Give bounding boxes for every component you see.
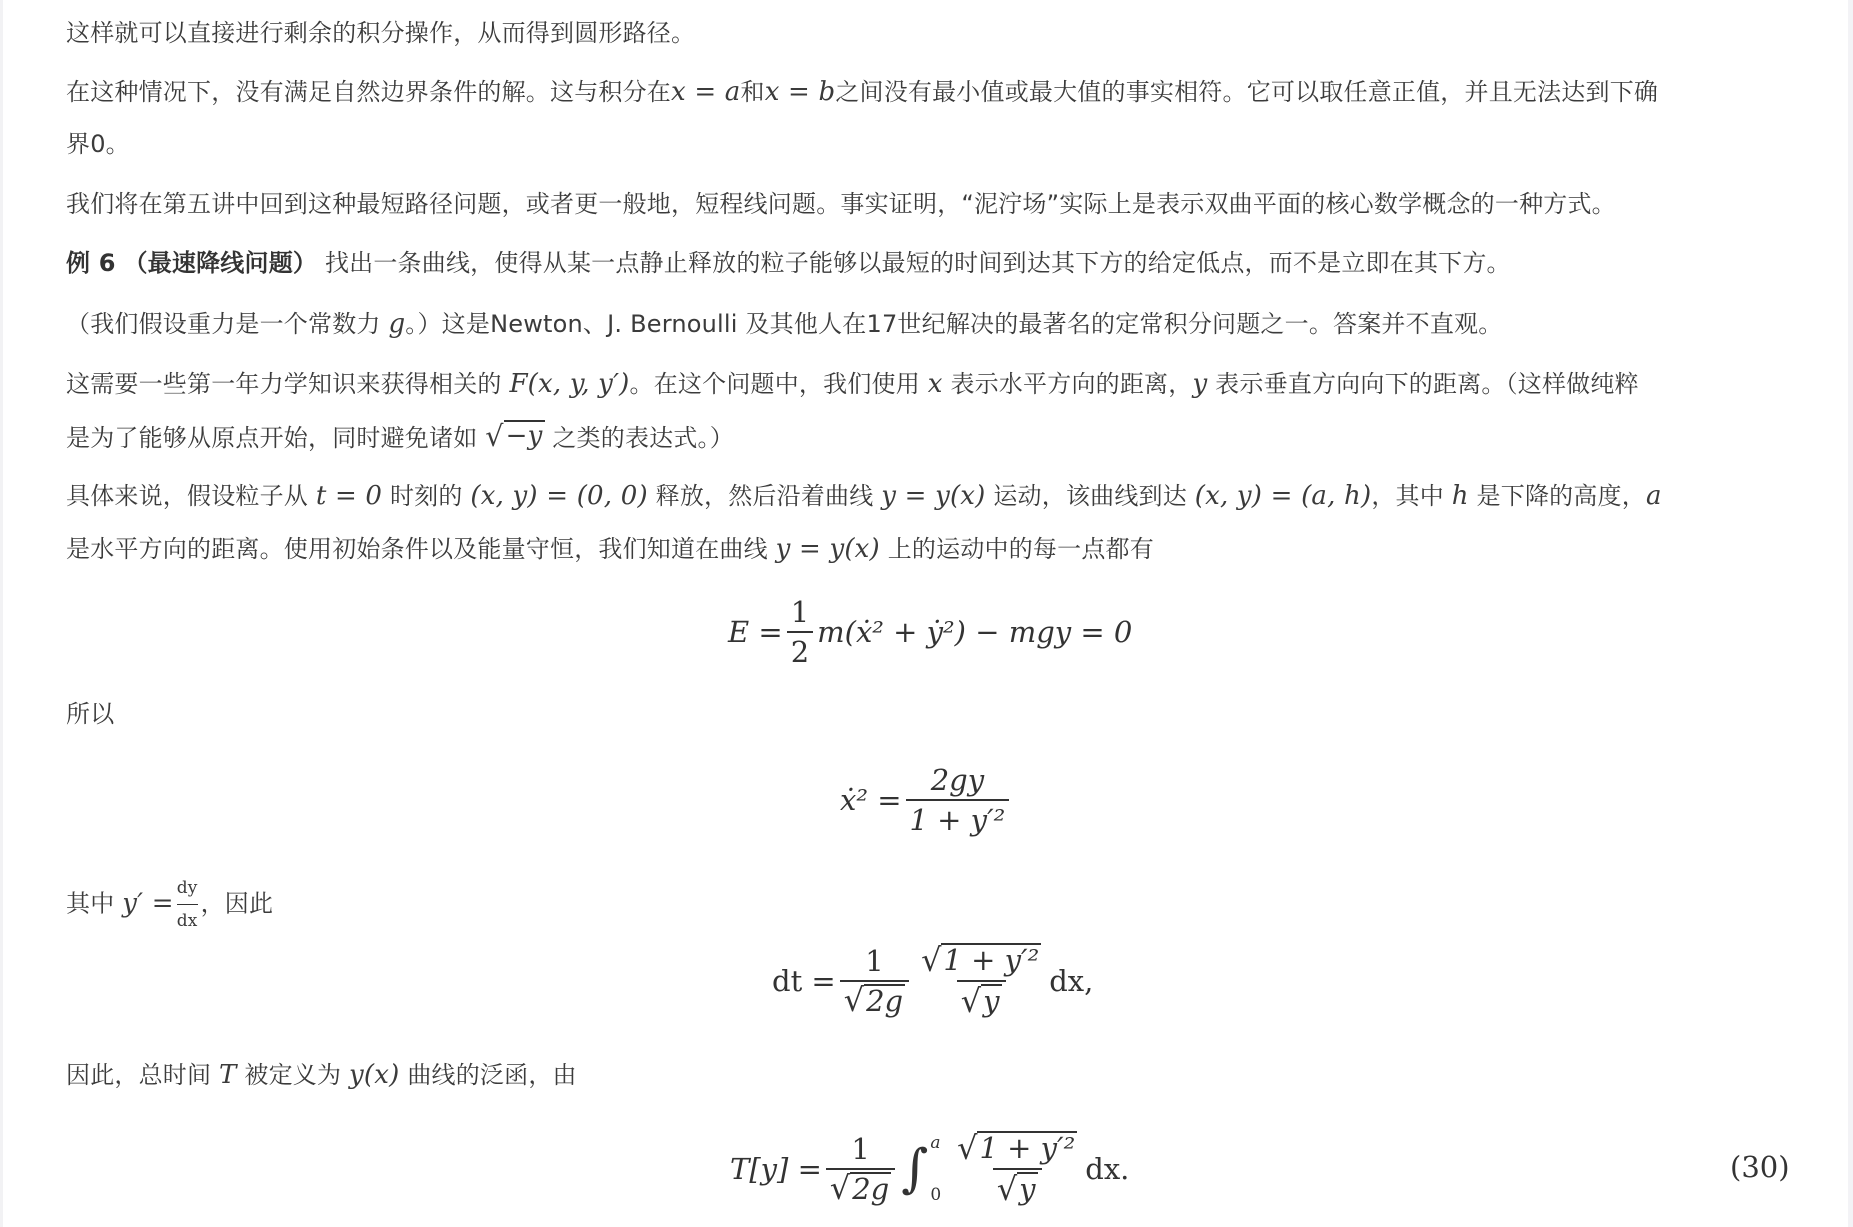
fraction-integrand: [917, 943, 1045, 1019]
paragraph-mechanics: [66, 368, 1639, 400]
text: 被定义为: [236, 1061, 350, 1089]
math-inline: x = b: [764, 77, 836, 107]
fraction-denominator: [826, 1168, 895, 1207]
integral-icon: ∫: [901, 1139, 929, 1199]
fraction-denominator: dx: [177, 904, 198, 937]
radicand: y: [1019, 1172, 1036, 1206]
fraction-numerator: 1: [851, 1131, 870, 1166]
text: 。）这是Newton、J. Bernoulli 及其他人在17世纪解决的最著名的定常积分问题之一。答案并不直观。: [405, 310, 1503, 338]
math-inline: (x, y) = (0, 0): [470, 481, 648, 511]
math-inline: x: [927, 369, 943, 399]
text: 是下降的高度，: [1468, 482, 1646, 510]
math-inline: y(x): [349, 1060, 400, 1090]
sqrt-icon: √: [921, 941, 942, 979]
text: 表示水平方向的距离，: [942, 370, 1193, 398]
math-inline-sqrt: √ −y: [485, 419, 543, 453]
equation-energy: [728, 594, 1132, 670]
paragraph-gravity: [66, 308, 1502, 340]
equation-lhs: T[y] =: [730, 1152, 822, 1186]
text: 因此，总时间: [66, 1061, 220, 1089]
fraction: [787, 595, 813, 669]
equation-number: (30): [1730, 1150, 1790, 1184]
math-inline: h: [1451, 481, 1469, 511]
integral-limits: [930, 1133, 941, 1205]
math-inline: g: [388, 309, 406, 339]
fraction-numerator: dy: [176, 878, 198, 898]
fraction-denominator: [957, 980, 1006, 1019]
equation-lhs: ẋ² =: [840, 783, 902, 817]
sqrt-icon: √: [843, 981, 865, 1020]
text: 所以: [66, 700, 115, 728]
radicand: 2g: [866, 983, 904, 1018]
text: 时刻的: [382, 482, 471, 510]
equation-lhs: E =: [728, 615, 783, 649]
text: 之类的表达式。）: [544, 424, 734, 452]
math-inline: a: [1645, 481, 1662, 511]
example-label: 例 6: [66, 249, 116, 277]
equation-tail: dx,: [1049, 964, 1094, 998]
math-inline: F(x, y, y′): [509, 369, 630, 399]
text: 表示垂直方向向下的距离。（这样做纯粹: [1207, 370, 1639, 398]
text: 。在这个问题中，我们使用: [629, 370, 928, 398]
paragraph-no-solution: [66, 76, 1658, 108]
equation-functional: [730, 1122, 1129, 1216]
fraction-coefficient: [840, 944, 909, 1019]
paragraph-total-time: [66, 1059, 577, 1091]
text: 具体来说，假设粒子从: [66, 482, 316, 510]
text: 运动，该曲线到达: [985, 482, 1195, 510]
math-inline: y = y(x): [775, 534, 880, 564]
fraction-denominator: [993, 1168, 1042, 1207]
math-inline: T: [219, 1060, 237, 1090]
text: 我们将在第五讲中回到这种最短路径问题，或者更一般地，短程线问题。事实证明，“泥泞场”实际上是表示双曲平面的核心数学概念的一种方式。: [66, 190, 1616, 218]
text: 之间没有最小值或最大值的事实相符。它可以取任意正值，并且无法达到下确: [835, 78, 1659, 106]
scrollbar-track[interactable]: [1848, 0, 1853, 1227]
paragraph-mechanics-cont: [66, 420, 734, 454]
text: （我们假设重力是一个常数力: [66, 310, 389, 338]
example-title: （最速降线问题）: [123, 249, 318, 277]
fraction-numerator: [917, 943, 1045, 980]
lower-limit: 0: [930, 1185, 942, 1205]
text: ，因此: [200, 889, 274, 918]
math-inline: y = y(x): [881, 481, 986, 511]
equation-xdot-squared: [840, 756, 1013, 844]
text: 其中: [66, 889, 123, 918]
text: ，其中: [1371, 482, 1452, 510]
fraction-coefficient: [826, 1132, 895, 1207]
fraction-numerator: 1: [865, 943, 884, 978]
text: 上的运动中的每一点都有: [879, 535, 1154, 563]
equation-rhs: m(ẋ² + ẏ²) − mgy = 0: [817, 615, 1133, 649]
text: 在这种情况下，没有满足自然边界条件的解。这与积分在: [66, 78, 671, 106]
text: 是水平方向的距离。使用初始条件以及能量守恒，我们知道在曲线: [66, 535, 776, 563]
equation-dt: [772, 935, 1093, 1027]
paragraph-therefore: [66, 698, 114, 730]
paragraph-where: [66, 872, 273, 937]
paragraph-setup-cont: [66, 533, 1154, 565]
radicand: 2g: [852, 1171, 890, 1206]
paragraph-geodesic: [66, 188, 1616, 220]
paragraph-no-solution-cont: [66, 128, 130, 160]
example-text: 找出一条曲线，使得从某一点静止释放的粒子能够以最短的时间到达其下方的给定低点，而不是立即在其下方。: [324, 249, 1511, 277]
text: 和: [740, 78, 765, 106]
fraction-denominator: 2: [787, 631, 813, 669]
fraction-denominator: [840, 980, 909, 1019]
math-inline: (x, y) = (a, h): [1194, 481, 1372, 511]
equation-tail: dx.: [1085, 1152, 1130, 1186]
example-heading: [66, 247, 1511, 279]
text: 曲线的泛函，由: [399, 1061, 577, 1089]
sqrt-icon: √: [829, 1169, 851, 1208]
upper-limit: a: [930, 1133, 941, 1153]
math-inline: t = 0: [315, 481, 383, 511]
fraction-numerator: [953, 1131, 1081, 1168]
text: 释放，然后沿着曲线: [647, 482, 882, 510]
radicand: y: [983, 984, 1000, 1018]
text: 这样就可以直接进行剩余的积分操作，从而得到圆形路径。: [66, 19, 696, 47]
math-inline: y′ =: [122, 888, 174, 919]
sqrt-icon: √: [996, 1169, 1018, 1208]
equation-lhs: dt =: [772, 964, 836, 998]
text: 这需要一些第一年力学知识来获得相关的: [66, 370, 510, 398]
text: 界0。: [66, 130, 130, 158]
sqrt-icon: √: [957, 1129, 978, 1167]
fraction-numerator: 1: [790, 595, 810, 629]
sqrt-icon: √: [960, 981, 982, 1020]
radicand: 1 + y′²: [943, 943, 1040, 978]
math-inline-fraction: [177, 872, 198, 937]
math-inline: x = a: [671, 77, 741, 107]
sqrt-icon: √: [485, 419, 504, 453]
fraction-numerator: 2gy: [930, 763, 985, 797]
paragraph-circular-path: [66, 17, 695, 49]
fraction-integrand: [953, 1131, 1081, 1207]
fraction: [906, 763, 1010, 837]
radicand: 1 + y′²: [979, 1131, 1076, 1166]
left-edge-strip: [0, 0, 3, 1227]
paragraph-setup: [66, 480, 1662, 512]
fraction-denominator: 1 + y′²: [906, 799, 1010, 837]
math-inline: y: [1192, 369, 1208, 399]
text: 是为了能够从原点开始，同时避免诸如: [66, 424, 486, 452]
